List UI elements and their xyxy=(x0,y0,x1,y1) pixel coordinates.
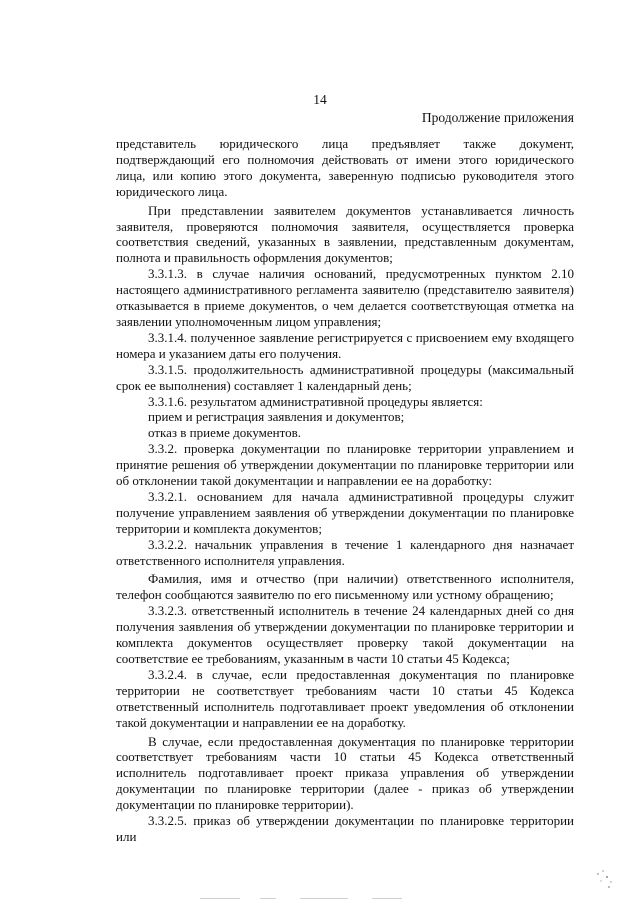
body-paragraph: 3.3.1.6. результатом административной процедуры является: xyxy=(148,393,483,409)
body-paragraph: При представлении заявителем документов устанавливается личность заявителя, проверяются полномочия заявителя, осуществляется проверка соответствия сведений, указанных в заявлении, представленным документам, полнота и правильность оформления документов; xyxy=(116,202,574,266)
body-paragraph: представитель юридического лица предъявляет также документ, подтверждающий его полномочия действовать от имени этого юридического лица, или копию этого документа, заверенную подписью руководителя этого юридического лица. xyxy=(116,136,574,199)
body-paragraph: отказ в приеме документов. xyxy=(148,425,302,441)
body-paragraph: Фамилия, имя и отчество (при наличии) ответственного исполнителя, телефон сообщаются заявителю по его письменному или устному обращению; xyxy=(116,571,574,603)
footer-rule xyxy=(200,898,240,899)
footer-rule xyxy=(300,898,348,899)
footer-rule xyxy=(372,898,402,899)
body-paragraph: 3.3.1.4. полученное заявление регистрируется с присвоением ему входящего номера и указанием даты его получения. xyxy=(116,329,574,361)
document-body xyxy=(116,136,574,845)
body-paragraph: 3.3.2.2. начальник управления в течение 1 календарного дня назначает ответственного исполнителя управления. xyxy=(116,536,574,568)
body-paragraph: 3.3.1.5. продолжительность административной процедуры (максимальный срок ее выполнения) составляет 1 календарный день; xyxy=(116,361,574,393)
body-paragraph: 3.3.1.3. в случае наличия оснований, предусмотренных пунктом 2.10 настоящего административного регламента заявителю (представителю заявителя) отказывается в приеме документов, о чем делается соответствующая отметка на заявлении уполномоченным лицом управления; xyxy=(116,266,574,329)
body-paragraph: 3.3.2. проверка документации по планировке территории управлением и принятие решения об утверждении документации по планировке территории или об отклонении такой документации и направлении ее на доработку: xyxy=(116,441,574,489)
scan-artifact-marks xyxy=(594,868,616,890)
body-paragraph: 3.3.2.1. основанием для начала административной процедуры служит получение управлением заявления об утверждении документации по планировке территории и комплекта документов; xyxy=(116,488,574,536)
body-paragraph: прием и регистрация заявления и документов; xyxy=(148,409,405,425)
body-paragraph: 3.3.2.4. в случае, если предоставленная документация по планировке территории не соответствует требованиям части 10 статьи 45 Кодекса ответственный исполнитель подготавливает проект уведомления об отклонении такой документации и направлении ее на доработку. xyxy=(116,666,574,730)
body-paragraph: В случае, если предоставленная документация по планировке территории соответствует требованиям части 10 статьи 45 Кодекса ответственный исполнитель подготавливает проект приказа управления об утверждении документации по планировке территории (далее - приказ об утверждении документации по планировке территории). xyxy=(116,733,574,813)
appendix-continuation-note: Продолжение приложения xyxy=(421,110,574,125)
body-paragraph: 3.3.2.5. приказ об утверждении документации по планировке территории или xyxy=(116,813,574,844)
footer-rule xyxy=(260,898,276,899)
page-number: 14 xyxy=(313,92,327,107)
body-paragraph: 3.3.2.3. ответственный исполнитель в течение 24 календарных дней со дня получения заявления об утверждении документации по планировке территории и комплекта документов осуществляет проверку такой документации на соответствие ее требованиям, указанным в части 10 статьи 45 Кодекса; xyxy=(116,603,574,666)
